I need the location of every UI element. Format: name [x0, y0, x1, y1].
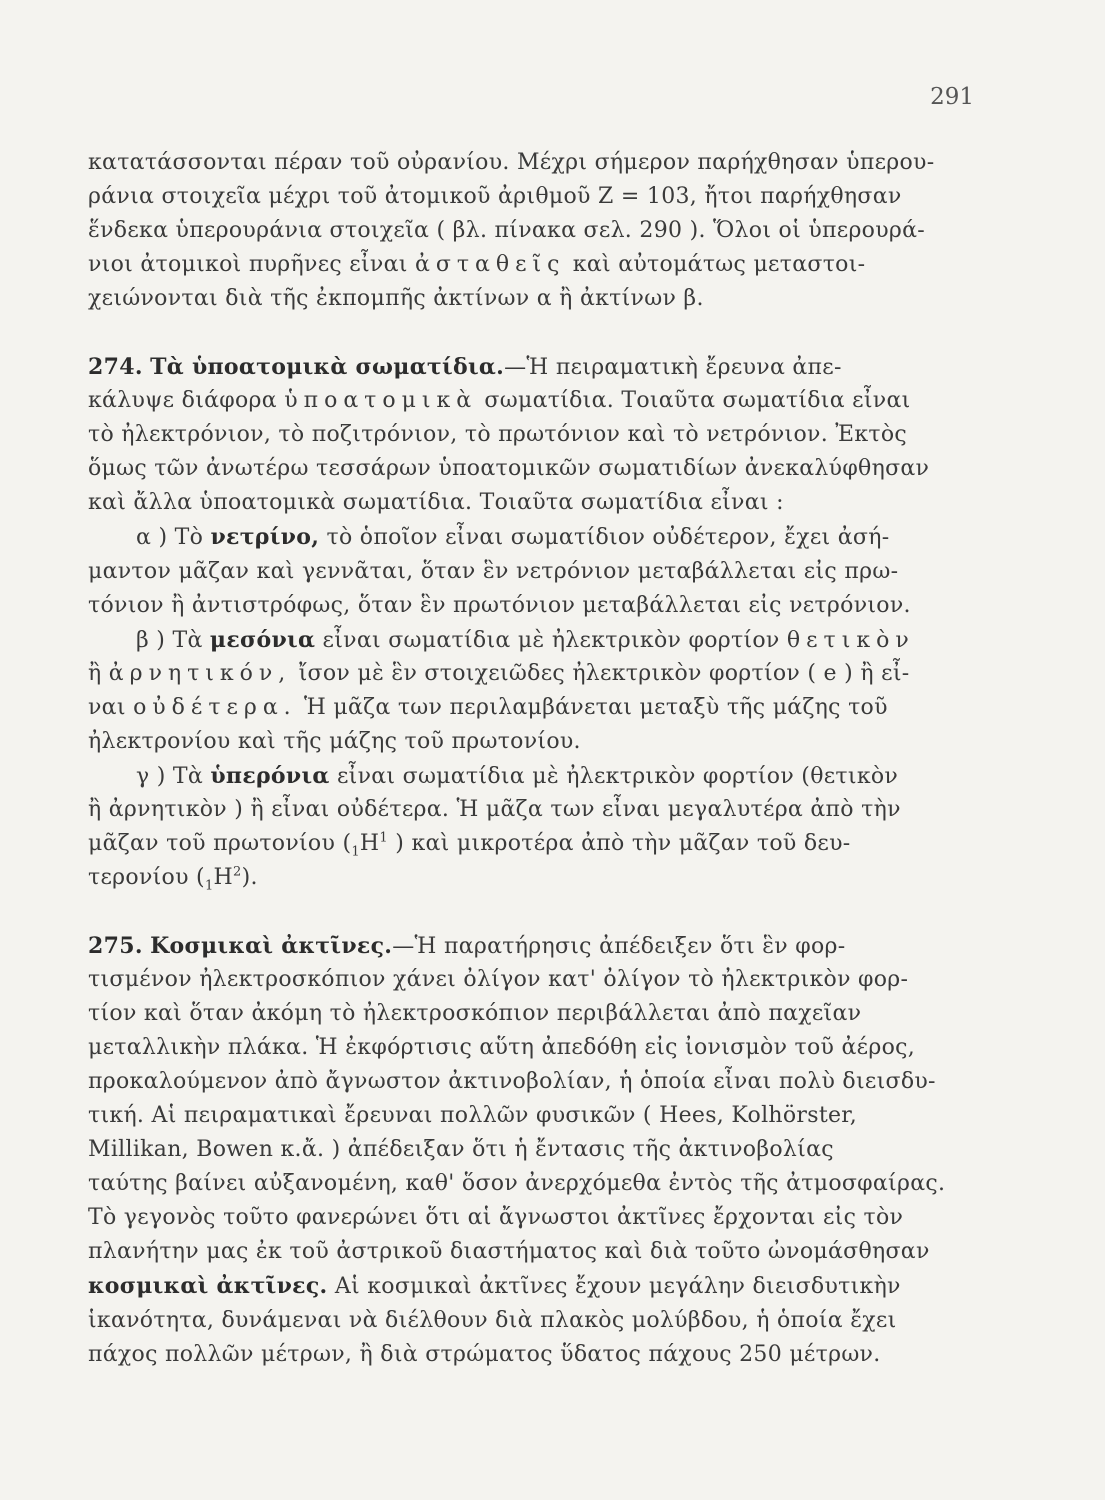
text-line: [88, 1269, 968, 1303]
text-line: [88, 1065, 968, 1099]
text-span: κάλυψε διάφορα: [88, 388, 277, 414]
list-item-c: [88, 759, 968, 793]
term-bold: ὑπερόνια: [210, 762, 330, 789]
text-span: τική. Αἱ πειραματικαὶ ἔρευναι πολλῶν φυσικῶν ( Hees, Kolhörster,: [88, 1103, 857, 1129]
text-line: [88, 657, 968, 691]
text-line: [88, 146, 968, 180]
text-span: ταύτης βαίνει αὐξανομένη, καθ' ὅσον ἀνερχόμεθα ἐντὸς τῆς ἀτμοσφαίρας.: [88, 1171, 946, 1197]
list-label: α ) Τὸ: [136, 525, 204, 551]
term-bold: κοσμικαὶ ἀκτῖνες.: [88, 1273, 328, 1300]
text-line: [88, 282, 968, 316]
isotope-symbol: H: [213, 864, 234, 890]
text-line: [88, 1201, 968, 1235]
list-item-b: [88, 623, 968, 657]
section-title: Τὰ ὑποατομικὰ σωματίδια.: [150, 354, 505, 381]
text-span: ἕνδεκα ὑπερουράνια στοιχεῖα ( βλ. πίνακα σελ. 290 ). Ὅλοι οἱ ὑπερουρά-: [88, 218, 926, 244]
text-line: [88, 418, 968, 452]
text-line: [88, 861, 968, 895]
text-span: σωματίδια. Τοιαῦτα σωματίδια εἶναι: [484, 388, 911, 414]
text-line: [88, 997, 968, 1031]
text-span: πλανήτην μας ἐκ τοῦ ἀστρικοῦ διαστήματος καὶ διὰ τοῦτο ὠνομάσθησαν: [88, 1239, 930, 1265]
text-span: Αἱ κοσμικαὶ ἀκτῖνες ἔχουν μεγάλην διεισδυτικὴν: [334, 1274, 901, 1300]
text-line: [88, 1338, 968, 1372]
text-span: μᾶζαν τοῦ πρωτονίου (: [88, 830, 352, 856]
emphasis-spaced: θετικὸν: [786, 627, 915, 653]
emphasis-spaced: ἀσταθεῖς: [415, 252, 566, 278]
text-line: [88, 963, 968, 997]
isotope-symbol: H: [359, 830, 380, 856]
text-span: —Ἡ παρατήρησις ἀπέδειξεν ὅτι ἓν φορ-: [392, 933, 846, 959]
emphasis-spaced: ἀρνητικόν,: [108, 660, 292, 686]
text-line: [88, 725, 968, 759]
text-span: ) καὶ μικροτέρα ἀπὸ τὴν μᾶζαν τοῦ δευ-: [395, 830, 851, 856]
text-line: [88, 180, 968, 214]
isotope-subscript: 1: [204, 878, 214, 894]
text-span: χειώνονται διὰ τῆς ἐκπομπῆς ἀκτίνων α ἢ ἀκτίνων β.: [88, 286, 704, 312]
section-heading-line: [88, 350, 968, 384]
text-span: καὶ αὐτομάτως μεταστοι-: [572, 252, 866, 278]
text-span: τὸ ἠλεκτρόνιον, τὸ ποζιτρόνιον, τὸ πρωτόνιον καὶ τὸ νετρόνιον. Ἐκτὸς: [88, 422, 908, 448]
text-span: τόνιον ἢ ἀντιστρόφως, ὅταν ἓν πρωτόνιον μεταβάλλεται εἰς νετρόνιον.: [88, 592, 911, 618]
text-span: ).: [241, 864, 258, 890]
paragraph-gap: [88, 316, 968, 350]
text-line: [88, 793, 968, 827]
isotope-superscript: 1: [379, 830, 388, 846]
text-span: τερονίου (: [88, 864, 205, 890]
isotope-subscript: 1: [351, 844, 360, 860]
text-span: ἠλεκτρονίου καὶ τῆς μάζης τοῦ πρωτονίου.: [88, 728, 581, 754]
text-span: —Ἡ πειραματικὴ ἔρευνα ἀπε-: [504, 355, 842, 381]
text-span: ἴσον μὲ ἓν στοιχειῶδες ἠλεκτρικὸν φορτίον ( e ) ἢ εἶ-: [298, 660, 910, 686]
text-line: [88, 1031, 968, 1065]
term-bold: νετρίνο,: [210, 524, 320, 551]
text-line: [88, 1133, 968, 1167]
text-span: Millikan, Bowen κ.ἄ. ) ἀπέδειξαν ὅτι ἡ ἔντασις τῆς ἀκτινοβολίας: [88, 1137, 834, 1163]
text-line: [88, 248, 968, 282]
list-label: γ ) Τὰ: [136, 763, 204, 789]
list-label: β ) Τὰ: [136, 627, 203, 653]
text-span: εἶναι σωματίδια μὲ ἠλεκτρικὸν φορτίον (θετικὸν: [336, 763, 899, 789]
paragraph-gap: [88, 895, 968, 929]
page-number: 291: [930, 84, 974, 110]
page-body: [88, 146, 968, 1372]
text-line: [88, 1304, 968, 1338]
text-line: [88, 691, 968, 725]
text-span: Ἡ μᾶζα των περιλαμβάνεται μεταξὺ τῆς μάζης τοῦ: [303, 694, 888, 720]
text-span: τὸ ὁποῖον εἶναι σωματίδιον οὐδέτερον, ἔχει ἀσή-: [326, 525, 890, 551]
text-span: μαντον μᾶζαν καὶ γεννᾶται, ὅταν ἓν νετρόνιον μεταβάλλεται εἰς πρω-: [88, 558, 899, 584]
text-span: τίον καὶ ὅταν ἀκόμη τὸ ἠλεκτροσκόπιον περιβάλλεται ἀπὸ παχεῖαν: [88, 1001, 862, 1027]
text-span: ἱκανότητα, δυνάμεναι νὰ διέλθουν διὰ πλακὸς μολύβδου, ἡ ὁποία ἔχει: [88, 1307, 897, 1333]
text-line: [88, 827, 968, 861]
isotope-superscript: 2: [233, 864, 242, 880]
text-line: [88, 1099, 968, 1133]
text-span: μεταλλικὴν πλάκα. Ἡ ἐκφόρτισις αὕτη ἀπεδόθη εἰς ἰονισμὸν τοῦ ἀέρος,: [88, 1035, 916, 1061]
text-span: εἶναι σωματίδια μὲ ἠλεκτρικὸν φορτίον: [322, 627, 780, 653]
text-span: ναι: [88, 694, 126, 720]
text-span: κατατάσσονται πέραν τοῦ οὐρανίου. Μέχρι σήμερον παρήχθησαν ὑπερου-: [88, 150, 935, 175]
term-bold: μεσόνια: [209, 626, 316, 653]
text-line: [88, 384, 968, 418]
text-line: [88, 1235, 968, 1269]
section-title: Κοσμικαὶ ἀκτῖνες.: [150, 932, 393, 959]
text-line: [88, 1167, 968, 1201]
section-heading-line: [88, 929, 968, 963]
text-span: προκαλούμενον ἀπὸ ἄγνωστον ἀκτινοβολίαν, ἡ ὁποία εἶναι πολὺ διεισδυ-: [88, 1069, 936, 1095]
text-line: [88, 214, 968, 248]
text-span: ἢ ἀρνητικὸν ) ἢ εἶναι οὐδέτερα. Ἡ μᾶζα των εἶναι μεγαλυτέρα ἀπὸ τὴν: [88, 796, 901, 822]
emphasis-spaced: οὐδέτερα.: [133, 694, 297, 720]
text-span: πάχος πολλῶν μέτρων, ἢ διὰ στρώματος ὕδατος πάχους 250 μέτρων.: [88, 1341, 881, 1367]
text-span: ὅμως τῶν ἀνωτέρω τεσσάρων ὑποατομικῶν σωματιδίων ἀνεκαλύφθησαν: [88, 456, 930, 482]
text-line: [88, 452, 968, 486]
text-line: [88, 589, 968, 623]
section-number: 275.: [88, 932, 143, 959]
text-line: [88, 486, 968, 520]
text-line: [88, 555, 968, 589]
list-item-a: [88, 520, 968, 554]
text-span: ἢ: [88, 660, 102, 686]
emphasis-spaced: ὑποατομικὰ: [284, 388, 478, 414]
text-span: τισμένον ἠλεκτροσκόπιον χάνει ὀλίγον κατ' ὀλίγον τὸ ἠλεκτρικὸν φορ-: [88, 967, 909, 993]
text-span: νιοι ἀτομικοὶ πυρῆνες εἶναι: [88, 252, 408, 278]
section-number: 274.: [88, 354, 143, 381]
text-span: καὶ ἄλλα ὑποατομικὰ σωματίδια. Τοιαῦτα σωματίδια εἶναι :: [88, 490, 784, 516]
text-span: ράνια στοιχεῖα μέχρι τοῦ ἀτομικοῦ ἀριθμοῦ Ζ = 103, ἤτοι παρήχθησαν: [88, 184, 902, 210]
text-span: Τὸ γεγονὸς τοῦτο φανερώνει ὅτι αἱ ἄγνωστοι ἀκτῖνες ἔρχονται εἰς τὸν: [88, 1205, 904, 1231]
